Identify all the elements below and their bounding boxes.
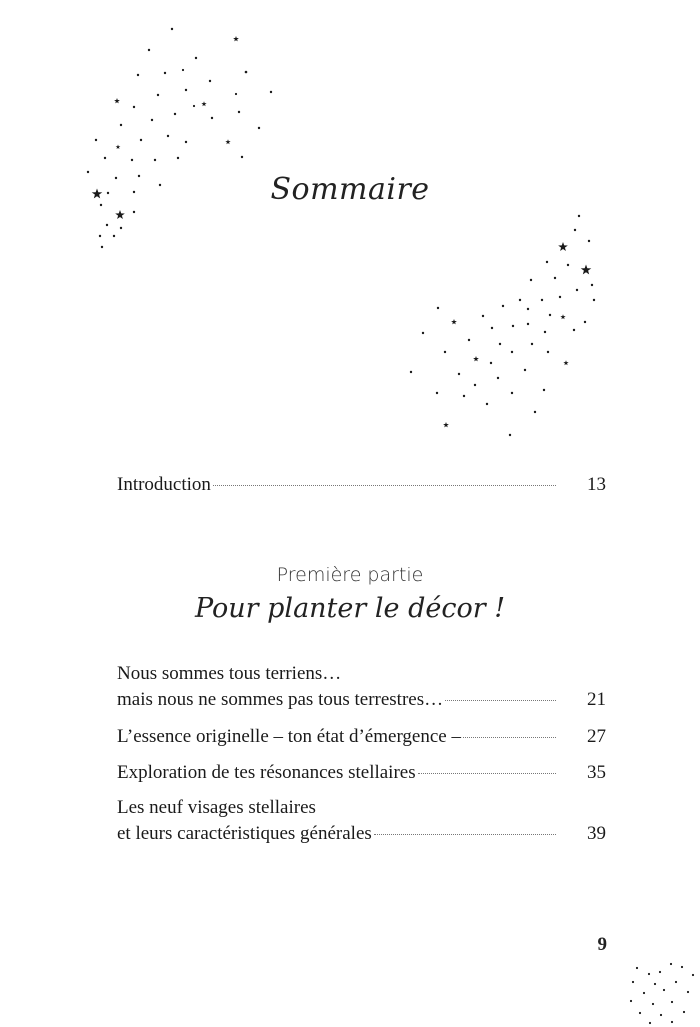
toc-entry-2[interactable] xyxy=(117,726,606,748)
toc-entry-page: 27 xyxy=(587,726,606,747)
toc-entry-page: 35 xyxy=(587,762,606,783)
toc-entry-4[interactable] xyxy=(117,823,606,845)
leader-dots xyxy=(418,773,556,774)
page-title: Sommaire xyxy=(270,172,430,207)
star-cluster-middle-right xyxy=(410,215,595,436)
toc-entry-page: 21 xyxy=(587,689,606,710)
leader-dots xyxy=(374,834,556,835)
toc-entry-introduction[interactable] xyxy=(117,474,606,496)
toc-entry-1[interactable] xyxy=(117,689,606,711)
star-cluster-bottom-right xyxy=(630,963,694,1024)
toc-entry-page: 13 xyxy=(587,474,606,495)
part-title: Pour planter le décor ! xyxy=(194,593,506,624)
toc-entry-page: 39 xyxy=(587,823,606,844)
part-label: Première partie xyxy=(276,564,424,586)
toc-entry-1-line1[interactable]: Nous sommes tous terriens… xyxy=(117,663,342,684)
toc-entry-label: L’essence originelle – ton état d’émergence – xyxy=(117,726,461,747)
leader-dots xyxy=(445,700,556,701)
toc-entry-label: et leurs caractéristiques générales xyxy=(117,823,372,844)
toc-entry-label: mais nous ne sommes pas tous terrestres… xyxy=(117,689,444,710)
leader-dots xyxy=(213,485,556,486)
toc-entry-3[interactable] xyxy=(117,762,606,784)
page-number: 9 xyxy=(597,934,607,955)
toc-entry-4-line1[interactable]: Les neuf visages stellaires xyxy=(117,797,316,818)
star-cluster-top-left xyxy=(87,28,272,248)
leader-dots xyxy=(463,737,556,738)
toc-entry-label: Exploration de tes résonances stellaires xyxy=(117,762,416,783)
toc-entry-label: Introduction xyxy=(117,474,211,495)
